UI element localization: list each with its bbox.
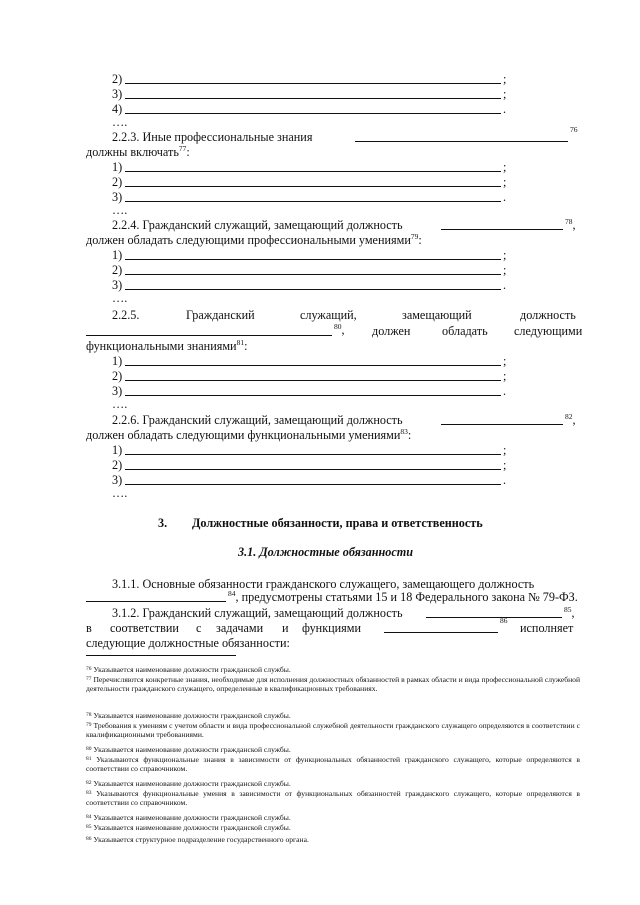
list-item-end: ; [503, 175, 507, 189]
word: замещающий [402, 308, 472, 322]
footnote: $^{79}$ Требования к умениям с учетом области и вида профессиональной служебной деятельности гражданского служащего определяются в соответствии с квалификационными требованиями. [86, 721, 580, 739]
word: в [86, 621, 92, 635]
footnote-ref-with-comma: $^{85}$, [564, 605, 575, 620]
blank-line[interactable] [426, 617, 562, 618]
word: следующими [514, 324, 583, 338]
list-item-end: . [503, 190, 507, 204]
list-item-end: ; [503, 87, 507, 101]
list-item-end: ; [503, 160, 507, 174]
section-2-2-4-text: 2.2.4. Гражданский служащий, замещающий должность [112, 218, 403, 232]
footnote: $^{85}$ Указывается наименование должности гражданской службы. [86, 823, 291, 832]
blank-line[interactable] [125, 454, 501, 455]
blank-line[interactable] [384, 632, 498, 633]
section-2-2-6-line2: должен обладать следующими функциональными умениями$^{83}$: [86, 427, 412, 442]
footnote-ref-with-comma: $^{80}$, [334, 322, 345, 337]
list-item-end: ; [503, 354, 507, 368]
section-2-2-6-text: 2.2.6. Гражданский служащий, замещающий должность [112, 413, 403, 427]
list-item-number: 2) [112, 369, 123, 383]
word: с [196, 621, 202, 635]
word: и [282, 621, 289, 635]
section-3-1-1-line2: $^{84}$, предусмотрены статьями 15 и 18 Федерального закона № 79-ФЗ. [228, 589, 578, 604]
blank-line[interactable] [125, 171, 501, 172]
blank-line[interactable] [355, 141, 568, 142]
word: исполняет [520, 621, 574, 635]
blank-line[interactable] [125, 289, 501, 290]
ellipsis: …. [112, 397, 128, 411]
list-item-number: 2) [112, 175, 123, 189]
blank-line[interactable] [125, 469, 501, 470]
document-page: 2) ; 3) ; 4) . …. 2.2.3. Иные профессиональные знания 76 должны включать$^{77}$: 1) ; 2) ; 3) . …. 2.2.4. Гражданский служащий, замещающий должность $^{78}$, должен обладать следующими профессиональными умениями$^{79}$: 1) ; 2) ; 3) . …. 2.2.5. Гражданский служащий, замещающий должность $^{80}$, должен обладать следующими функциональными знаниями$^{81}$: 1) ; 2) ; 3) . …. 2.2.6. Гражданский служащий, замещающий должность $^{82}$, должен обладать следующими функциональными умениями$^{83}$: 1) ; 2) ; 3) . …. 3. Должностные обязанности, права и ответственность 3.1. Должностные обязанности 3.1.1. Основные обязанности гражданского служащего, замещающего должность $^{84}$, предусмотрены статьями 15 и 18 Федерального закона № 79-ФЗ. 3.1.2. Гражданский служащий, замещающий должность $^{85}$, в соответствии с задачами и функциями 86 исполняет следующие должностные обязанности: $^{76}$ Указывается наименование должности гражданской службы. $^{77}$ Перечисляются конкретные знания, необходимые для исполнения должностных обязанностей в рамках области и вида профессиональной служебной деятельности гражданского служащего, определенные в квалификационных требованиях. $^{78}$ Указывается наименование должности гражданской службы. $^{79}$ Требования к умениям с учетом области и вида профессиональной служебной деятельности гражданского служащего определяются в соответствии с квалификационными требованиями. $^{80}$ Указывается наименование должности гражданской службы. $^{81}$ Указываются функциональные знания в зависимости от функциональных обязанностей гражданского служащего, которые определяются в соответствии со справочником. $^{82}$ Указывается наименование должности гражданской службы. $^{83}$ Указываются функциональные умения в зависимости от функциональных обязанностей гражданского служащего, которые определяются в соответствии со справочником. $^{84}$ Указывается наименование должности гражданской службы. $^{85}$ Указывается наименование должности гражданской службы. $^{86}$ Указывается структурное подразделение государственного органа. [86, 72, 583, 844]
section-3-1-2-line1: 3.1.2. Гражданский служащий, замещающий должность [112, 606, 403, 620]
blank-line[interactable] [125, 365, 501, 366]
list-item-number: 1) [112, 354, 123, 368]
word: обладать [442, 324, 488, 338]
list-item-number: 3) [112, 473, 123, 487]
section-3-1-title: 3.1. Должностные обязанности [238, 545, 414, 559]
list-item-end: . [503, 473, 507, 487]
blank-line[interactable] [125, 98, 501, 99]
ellipsis: …. [112, 115, 128, 129]
blank-line[interactable] [125, 484, 501, 485]
footnote: $^{77}$ Перечисляются конкретные знания, необходимые для исполнения должностных обязанностей в рамках области и вида профессиональной служебной деятельности гражданского служащего, определенные в квалификационных требованиях. [86, 675, 581, 693]
word: служащий, [300, 308, 357, 322]
word: Гражданский [186, 308, 255, 322]
list-item-number: 1) [112, 248, 123, 262]
list-item-end: ; [503, 263, 507, 277]
word: должен [372, 324, 411, 338]
footnote: $^{84}$ Указывается наименование должности гражданской службы. [86, 813, 291, 822]
footnote: $^{80}$ Указывается наименование должности гражданской службы. [86, 745, 291, 754]
blank-line[interactable] [125, 380, 501, 381]
blank-line[interactable] [125, 186, 501, 187]
list-item-number: 3) [112, 87, 123, 101]
blank-line[interactable] [125, 113, 501, 114]
ellipsis: …. [112, 486, 128, 500]
word: должность [520, 308, 576, 322]
list-item-end: ; [503, 72, 507, 86]
list-item-end: . [503, 384, 507, 398]
blank-line[interactable] [125, 83, 501, 84]
blank-line[interactable] [86, 601, 226, 602]
footnote-separator [86, 655, 236, 656]
list-item-number: 1) [112, 443, 123, 457]
blank-line[interactable] [441, 424, 563, 425]
list-item-number: 2) [112, 458, 123, 472]
section-2-2-3-line2: должны включать$^{77}$: [86, 144, 190, 159]
footnote-ref-with-comma: $^{82}$, [565, 412, 576, 427]
footnote: $^{86}$ Указывается структурное подразделение государственного органа. [86, 835, 309, 844]
list-item-number: 2) [112, 263, 123, 277]
footnote-ref-with-comma: $^{78}$, [565, 217, 576, 232]
word: соответствии [110, 621, 179, 635]
footnote: $^{76}$ Указывается наименование должности гражданской службы. [86, 665, 291, 674]
blank-line[interactable] [86, 335, 332, 336]
footnote: $^{82}$ Указывается наименование должности гражданской службы. [86, 779, 291, 788]
list-item-end: ; [503, 443, 507, 457]
list-item-end: . [503, 102, 507, 116]
list-item-number: 1) [112, 160, 123, 174]
list-item-number: 3) [112, 278, 123, 292]
section-3-number: 3. [158, 516, 168, 530]
blank-line[interactable] [125, 274, 501, 275]
section-2-2-3-text: 2.2.3. Иные профессиональные знания [112, 130, 313, 144]
section-3-1-2-line3: следующие должностные обязанности: [86, 636, 290, 650]
list-item-number: 3) [112, 190, 123, 204]
blank-line[interactable] [125, 259, 501, 260]
list-item-number: 2) [112, 72, 123, 86]
footnote: $^{83}$ Указываются функциональные умения в зависимости от функциональных обязанностей гражданского служащего, которые определяются в соответствии со справочником. [86, 789, 580, 807]
list-item-number: 3) [112, 384, 123, 398]
list-item-end: ; [503, 369, 507, 383]
list-item-end: . [503, 278, 507, 292]
word: функциями [302, 621, 362, 635]
word: задачами [216, 621, 264, 635]
ellipsis: …. [112, 203, 128, 217]
list-item-end: ; [503, 248, 507, 262]
section-3-1-1-line1: 3.1.1. Основные обязанности гражданского служащего, замещающего должность [112, 577, 535, 591]
list-item-number: 4) [112, 102, 123, 116]
section-3-title: Должностные обязанности, права и ответственность [192, 516, 483, 530]
blank-line[interactable] [125, 201, 501, 202]
list-item-end: ; [503, 458, 507, 472]
ellipsis: …. [112, 291, 128, 305]
footnote: $^{78}$ Указывается наименование должности гражданской службы. [86, 711, 291, 720]
word: 2.2.5. [112, 308, 140, 322]
footnote: $^{81}$ Указываются функциональные знания в зависимости от функциональных обязанностей гражданского служащего, которые определяются в соответствии со справочником. [86, 755, 580, 773]
blank-line[interactable] [125, 395, 501, 396]
section-2-2-5-line3: функциональными знаниями$^{81}$: [86, 338, 248, 353]
blank-line[interactable] [441, 229, 563, 230]
section-2-2-4-line2: должен обладать следующими профессиональными умениями$^{79}$: [86, 232, 422, 247]
